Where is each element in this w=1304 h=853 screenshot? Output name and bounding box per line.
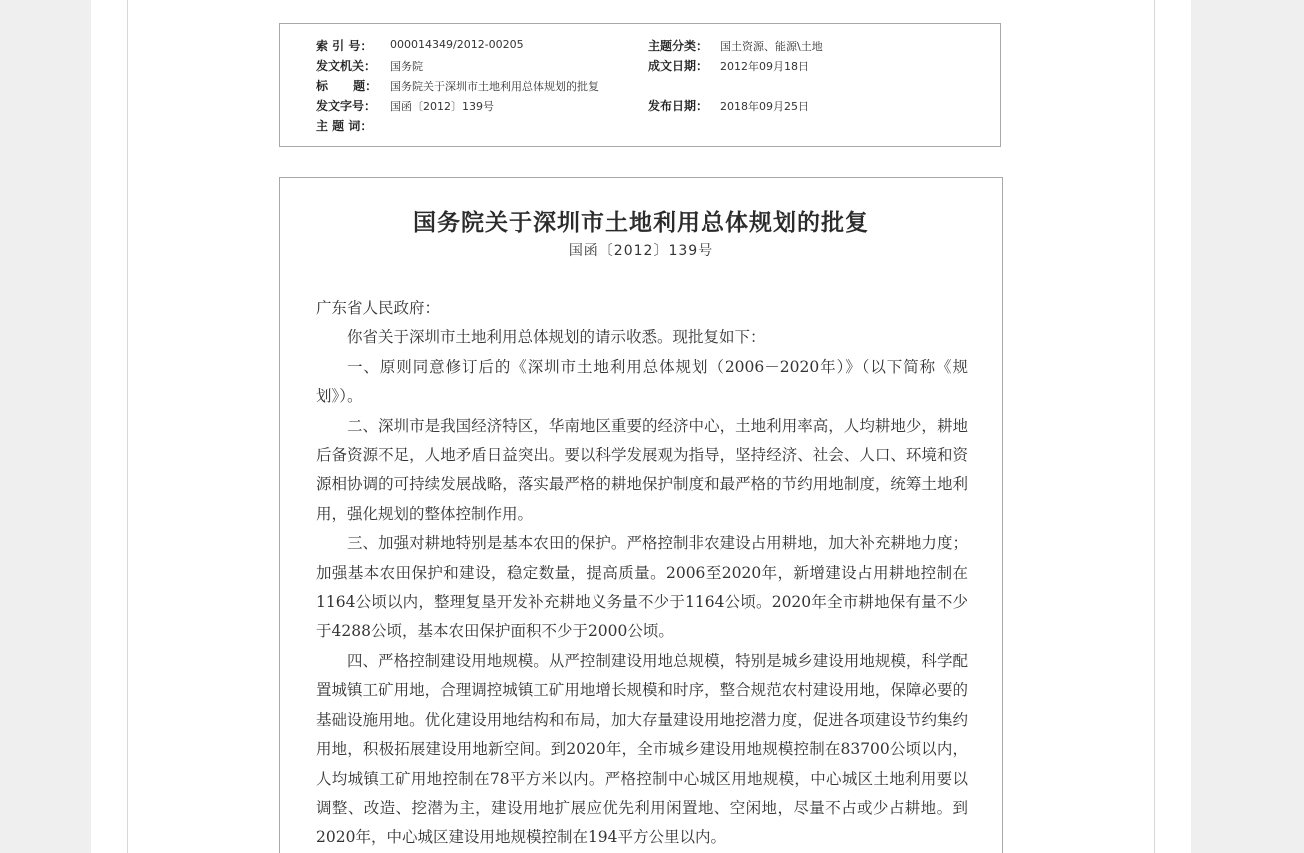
document-number: 国函〔2012〕139号 [568,243,714,259]
title-label: 标 题： [316,79,378,93]
page-gutter-left [0,0,91,853]
paragraph: 一、原则同意修订后的《深圳市土地利用总体规划（2006－2020年）》（以下简称《规划》）。 [316,357,968,406]
publish-date-value: 2018年09月25日 [720,100,809,113]
paragraph: 你省关于深圳市土地利用总体规划的请示收悉。现批复如下： [347,328,766,347]
subject-words-label: 主 题 词： [316,119,373,133]
publish-date-label: 发布日期： [648,99,709,113]
document-number-label: 发文字号： [316,99,377,113]
document-title: 国务院关于深圳市土地利用总体规划的批复 [413,209,869,236]
content-border-right [1154,0,1155,853]
page-gutter-right [1191,0,1304,853]
paragraph: 二、深圳市是我国经济特区，华南地区重要的经济中心，土地利用率高，人均耕地少，耕地后备资源不足，人地矛盾日益突出。要以科学发展观为指导，坚持经济、社会、人口、环境和资源相协调的可持续发展战略，落实最严格的耕地保护制度和最严格的节约用地制度，统筹土地利用，强化规划的整体控制作用。 [316,416,968,523]
index-number-value: 000014349/2012-00205 [390,38,524,51]
paragraph: 四、严格控制建设用地规模。从严控制建设用地总规模，特别是城乡建设用地规模，科学配置城镇工矿用地，合理调控城镇工矿用地增长规模和时序，整合规范农村建设用地，保障必要的基础设施用地。优化建设用地结构和布局，加大存量建设用地挖潜力度，促进各项建设节约集约用地，积极拓展建设用地新空间。到2020年，全市城乡建设用地规模控制在83700公顷以内，人均城镇工矿用地控制在78平方米以内。严格控制中心城区用地规模，中心城区土地利用要以调整、改造、挖潜为主，建设用地扩展应优先利用闲置地、空闲地，尽量不占或少占耕地。到2020年，中心城区建设用地规模控制在194平方公里以内。 [316,651,968,847]
issuing-authority-label: 发文机关： [316,59,377,73]
document-body [316,294,968,853]
content-border-left [127,0,128,853]
paragraph: 三、加强对耕地特别是基本农田的保护。严格控制非农建设占用耕地，加大补充耕地力度；加强基本农田保护和建设，稳定数量，提高质量。2006至2020年，新增建设占用耕地控制在1164公顷以内，整理复垦开发补充耕地义务量不少于1164公顷。2020年全市耕地保有量不少于4288公顷，基本农田保护面积不少于2000公顷。 [316,534,968,641]
date-written-value: 2012年09月18日 [720,60,809,73]
index-number-label: 索 引 号： [316,39,373,53]
subject-category-label: 主题分类： [648,39,709,53]
date-written-label: 成文日期： [648,59,709,73]
issuing-authority-value: 国务院 [390,60,423,73]
salutation: 广东省人民政府： [316,299,441,317]
subject-category-value: 国土资源、能源\土地 [720,40,823,53]
document-content-box [279,177,1003,853]
document-number-value: 国函〔2012〕139号 [390,100,494,113]
title-value: 国务院关于深圳市土地利用总体规划的批复 [390,80,599,93]
document-metadata-box [279,23,1001,147]
